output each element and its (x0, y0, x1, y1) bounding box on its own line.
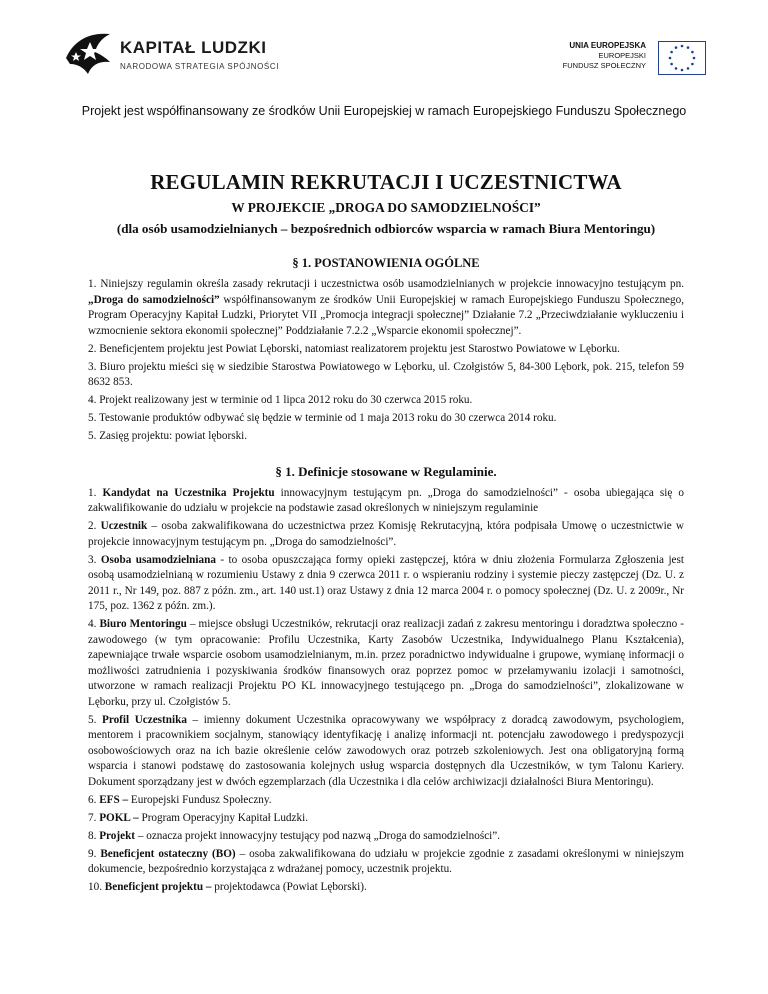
definition-term: Kandydat na Uczestnika Projektu (102, 486, 275, 499)
definition-number: 2. (88, 520, 101, 532)
definition-text: innowacyjnym testującym pn. „Droga do samodzielności” - osoba ubiegająca się o zakwalifikowanie do udziału w projekcie na podstawie zasad określonych w niniejszym regulaminie (88, 486, 684, 514)
definition-text: - to osoba opuszczająca formy opieki zastępczej, która w dniu złożenia Formularza Zgłoszenia jest osobą usamodzielnianą w rozumieniu Ustawy z dnia 9 czerwca 2011 r. o wspieraniu rodziny i systemie pieczy zastępczej (Dz. U. z 2011 r., Nr 149, poz. 887 z późn. zm., art. 140 ust.1) oraz Ustawy z dnia 12 marca 2004 r. o pomocy społecznej (Dz. U. z 2009r., Nr 175, poz. 1362 z późn. zm.). (88, 553, 684, 612)
paragraph-text: współfinansowanym ze środków Unii Europejskiej w ramach Europejskiego Funduszu Społecznego, Program Operacyjny Kapitał Ludzki, Priorytet VII „Promocja integracji społecznej” Działanie 7.2 „Przeciwdziałanie wykluczeniu i wzmocnienie sektora ekonomii społecznej” Poddziałanie 7.2.2 „Wsparcie ekonomii społecznej”. (88, 293, 684, 337)
eu-line-2: FUNDUSZ SPOŁECZNY (562, 61, 646, 70)
definition-number: 3. (88, 553, 101, 566)
definition-number: 1. (88, 486, 103, 499)
definition-item (88, 793, 684, 809)
paragraph-text: 1. Niniejszy regulamin określa zasady rekrutacji i uczestnictwa osób usamodzielnianych w projekcie innowacyjno testującym pn. (88, 278, 684, 290)
paragraph: 5. Zasięg projektu: powiat lęborski. (88, 430, 248, 442)
project-name-bold: „Droga do samodzielności” (88, 293, 220, 306)
eu-line-1: EUROPEJSKI (598, 51, 646, 60)
eu-flag-icon (658, 41, 706, 75)
paragraph: 3. Biuro projektu mieści się w siedzibie Starostwa Powiatowego w Lęborku, ul. Czołgistów 5, 84-300 Lębork, pok. 215, telefon 59 8632 853. (88, 360, 684, 388)
cofinancing-note: Projekt jest współfinansowany ze środków Unii Europejskiej w ramach Europejskiego Funduszu Społecznego (81, 104, 687, 118)
definition-text: – oznacza projekt innowacyjny testujący pod nazwą „Droga do samodzielności”. (135, 829, 501, 842)
definition-term: Beneficjent projektu – (104, 881, 212, 893)
definition-term: Uczestnik (100, 520, 148, 532)
definition-item (88, 553, 684, 615)
page-header (0, 0, 768, 130)
definition-text: projektodawca (Powiat Lęborski). (211, 881, 367, 893)
paragraph: 5. Testowanie produktów odbywać się będzie w terminie od 1 maja 2013 roku do 30 czerwca 2014 roku. (88, 412, 557, 424)
paragraph (88, 277, 684, 339)
definition-item (88, 829, 684, 845)
definition-number: 10. (88, 881, 105, 893)
definition-text: Europejski Fundusz Społeczny. (128, 793, 272, 806)
definition-item (88, 713, 684, 791)
section-heading-definitions: § 1. Definicje stosowane w Regulaminie. (275, 463, 497, 479)
definition-text: – imienny dokument Uczestnika opracowywany we współpracy z doradcą zawodowym, psychologiem, mentorem i pracownikiem socjalnym, stanowiący identyfikację i analizę informacji nt. potencjału zawodowego i predyspozycji osobowościowych oraz na ich bazie określenie celów zawodowych oraz potrzeb szkoleniowych. Jest ona obligatoryjną formą wsparcia i stanowi podstawę do zastosowania kolejnych usług wsparcia dostępnych dla Uczestników, w tym Talonu Kariery. Dokument sporządzany jest w dwóch egzemplarzach (dla Uczestnika i dla celów archiwizacji działalności Biura Mentoringu). (88, 713, 684, 788)
eu-text (556, 40, 646, 71)
definition-text: – miejsce obsługi Uczestników, rekrutacji oraz realizacji zadań z zakresu mentoringu i doradztwa społeczno - zawodowego (w tym opracowanie: Profilu Uczestnika, Karty Zasobów Uczestnika, Indywidualnego Planu Kształcenia), zapewniające trwałe wsparcie osobom usamodzielnianym, m.in. przez poradnictwo indywidualne i grupowe, wymianę informacji o możliwości zatrudnienia i pozyskiwania środków finansowych oraz poprzez pomoc w przełamywaniu izolacji i samotności, utworzone w ramach realizacji Projektu PO KL innowacyjnego testującego pn. „Droga do samodzielności”, zlokalizowane w Lęborku, przy ul. Czołgistów 5. (88, 618, 684, 708)
definition-term: Profil Uczestnika (101, 713, 187, 726)
paragraph: 2. Beneficjentem projektu jest Powiat Lęborski, natomiast realizatorem projektu jest Starostwo Powiatowe w Lęborku. (88, 342, 620, 355)
document-body (88, 170, 684, 898)
definition-number: 9. (88, 847, 101, 860)
definition-number: 5. (88, 713, 102, 726)
kapital-ludzki-star-icon (64, 28, 114, 80)
definition-text: – osoba zakwalifikowana do uczestnictwa przez Komisję Rekrutacyjną, która podpisała Umowę o uczestnictwie w projekcie innowacyjnym testującym pn. „Droga do samodzielności”. (88, 520, 685, 548)
definition-number: 4. (88, 618, 100, 630)
definition-term: Projekt (99, 829, 136, 842)
definition-term: EFS – (99, 793, 129, 806)
definition-item (88, 617, 684, 710)
definition-item (88, 811, 684, 827)
definition-item (88, 519, 684, 550)
paragraph: 4. Projekt realizowany jest w terminie od 1 lipca 2012 roku do 30 czerwca 2015 roku. (88, 394, 473, 406)
eu-title: UNIA EUROPEJSKA (569, 41, 646, 50)
definition-item (88, 486, 684, 517)
definition-term: Biuro Mentoringu (99, 618, 187, 630)
document-subtitle-note: (dla osób usamodzielnianych – bezpośrednich odbiorców wsparcia w ramach Biura Mentoringu) (116, 221, 656, 236)
definition-term: Beneficjent ostateczny (BO) (100, 847, 236, 860)
kapital-ludzki-name: KAPITAŁ LUDZKI (120, 38, 267, 57)
definition-text: – osoba zakwalifikowana do udziału w projekcie zgodnie z zasadami określonymi w niniejszym dokumencie, bezpośrednio korzystająca z wdrażanej pomocy, uczestnik projektu. (88, 847, 685, 875)
definition-term: POKL – (99, 811, 139, 824)
definition-text: Program Operacyjny Kapitał Ludzki. (138, 811, 308, 824)
kapital-ludzki-subtitle: NARODOWA STRATEGIA SPÓJNOŚCI (120, 62, 280, 71)
eu-logo (556, 40, 706, 80)
definition-item (88, 847, 684, 878)
definition-term: Osoba usamodzielniana (100, 553, 216, 566)
document-subtitle: W PROJEKCIE „DROGA DO SAMODZIELNOŚCI” (231, 200, 541, 215)
document-title: REGULAMIN REKRUTACJI I UCZESTNICTWA (150, 170, 622, 194)
kapital-ludzki-logo (64, 26, 280, 86)
definition-number: 8. (88, 829, 100, 842)
definition-item (88, 880, 684, 896)
definition-number: 7. (88, 811, 100, 824)
definition-number: 6. (88, 793, 100, 806)
section-heading-general: § 1. POSTANOWIENIA OGÓLNE (292, 256, 480, 270)
